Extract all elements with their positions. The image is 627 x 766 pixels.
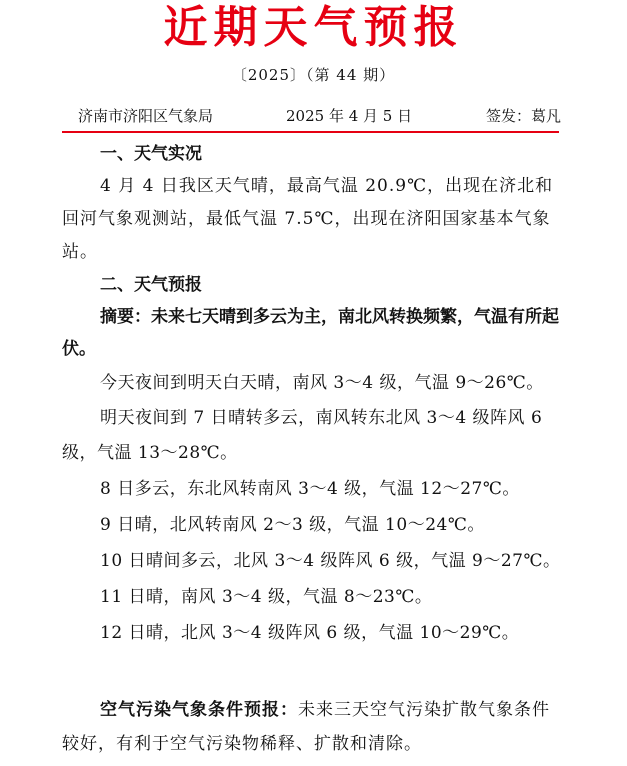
forecast-item: 9 日晴，北风转南风 2～3 级，气温 10～24℃。 xyxy=(100,515,485,535)
forecast-item: 今天夜间到明天白天晴，南风 3～4 级，气温 9～26℃。 xyxy=(100,373,544,393)
issue-number: 〔2025〕（第 44 期） xyxy=(231,66,396,84)
spacer xyxy=(62,651,562,693)
section-heading-observation: 一、天气实况 xyxy=(100,144,202,164)
signer: 签发：葛凡 xyxy=(485,107,561,125)
air-quality-text: 未来三天空气污染扩散气象条件较好，有利于空气污染物稀释、扩散和清除。 xyxy=(62,700,550,754)
issue-date: 2025 年 4 月 5 日 xyxy=(286,107,413,125)
forecast-item: 12 日晴，北风 3～4 级阵风 6 级，气温 10～29℃。 xyxy=(100,623,520,643)
document-body xyxy=(62,138,562,761)
air-quality-forecast xyxy=(62,693,562,761)
forecast-item: 8 日多云，东北风转南风 3～4 级，气温 12～27℃。 xyxy=(100,479,520,499)
observation-text: 4 月 4 日我区天气晴，最高气温 20.9℃，出现在济北和回河气象观测站，最低气温 7.5℃，出现在济阳国家基本气象站。 xyxy=(62,176,554,262)
forecast-item: 10 日晴间多云，北风 3～4 级阵风 6 级，气温 9～27℃。 xyxy=(100,551,561,571)
issuer: 济南市济阳区气象局 xyxy=(78,107,214,125)
document-title: 近期天气预报 xyxy=(163,2,464,53)
forecast-item: 11 日晴，南风 3～4 级，气温 8～23℃。 xyxy=(100,587,433,607)
forecast-abstract: 摘要：未来七天晴到多云为主，南北风转换频繁，气温有所起伏。 xyxy=(62,307,559,359)
red-divider xyxy=(62,131,559,133)
section-heading-forecast: 二、天气预报 xyxy=(100,275,202,295)
meta-line xyxy=(78,104,561,128)
air-quality-label: 空气污染气象条件预报： xyxy=(100,700,298,720)
forecast-item: 明天夜间到 7 日晴转多云，南风转东北风 3～4 级阵风 6 级，气温 13～28℃。 xyxy=(62,408,543,463)
